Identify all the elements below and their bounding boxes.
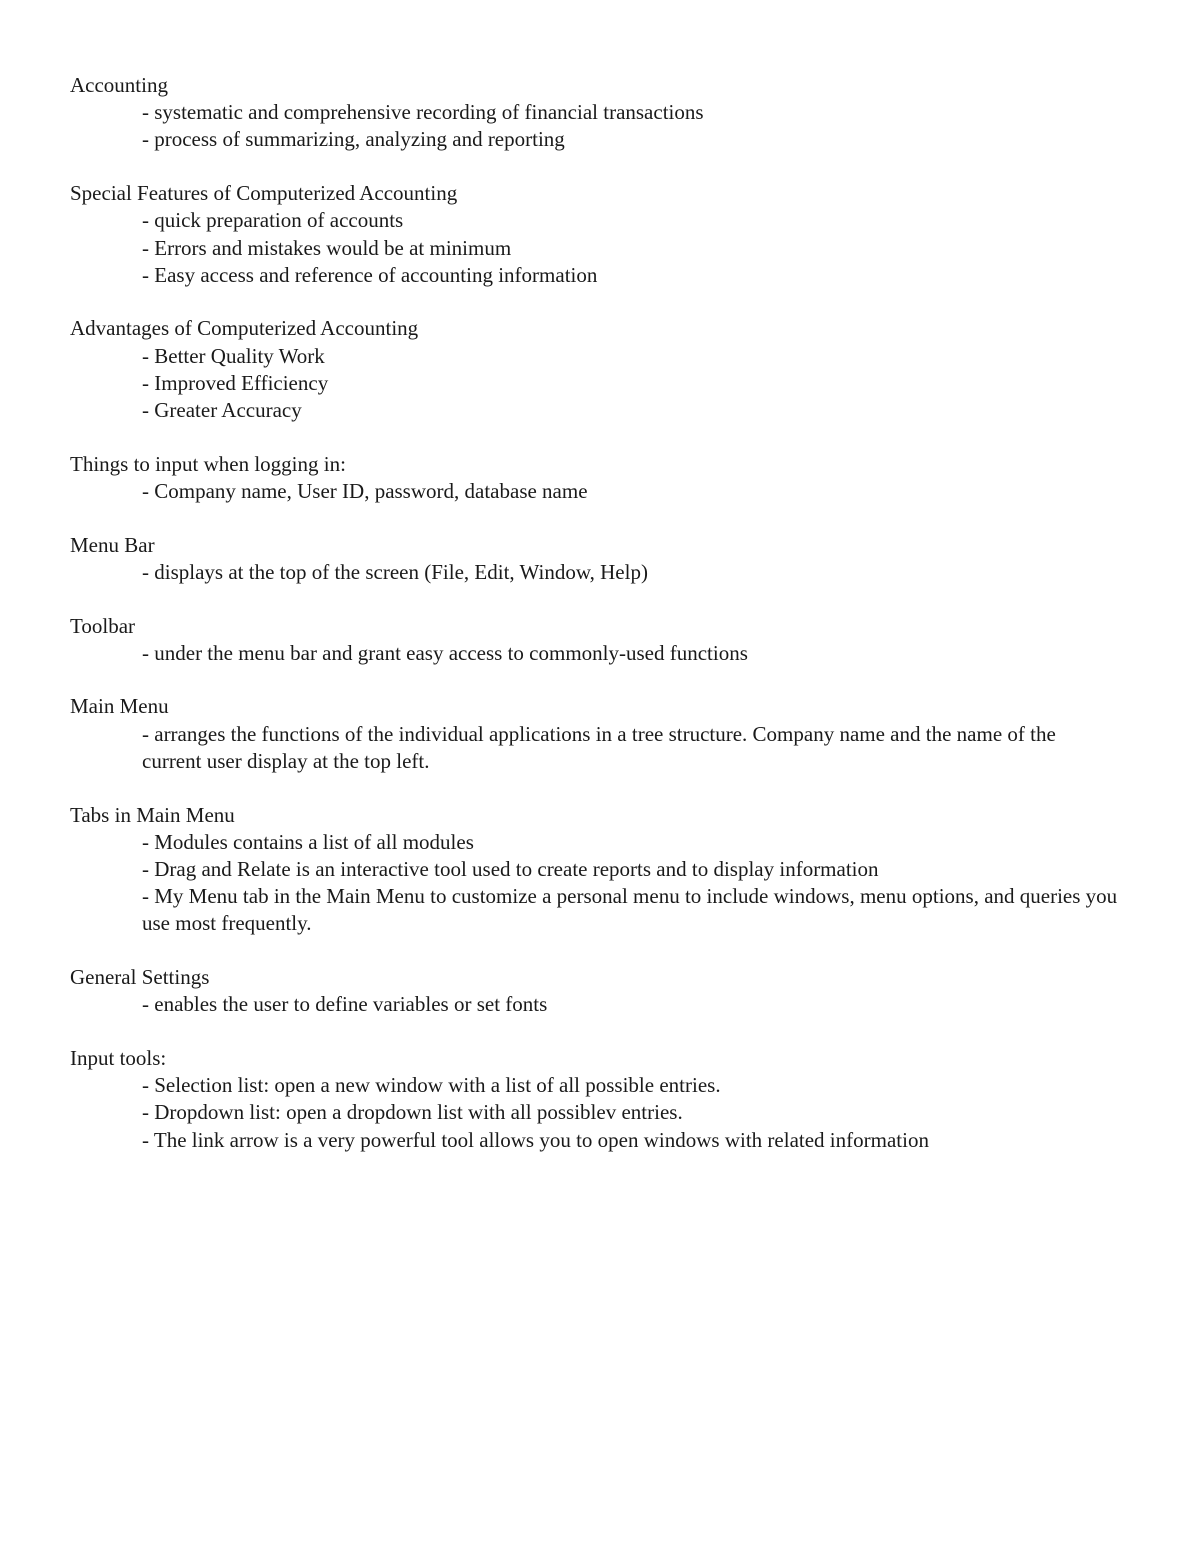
section-advantages bbox=[70, 315, 1130, 424]
bullet-item: - process of summarizing, analyzing and reporting bbox=[142, 127, 565, 152]
bullet-list bbox=[70, 99, 1130, 153]
bullet-list bbox=[70, 207, 1130, 289]
section-toolbar bbox=[70, 613, 1130, 667]
bullet-list bbox=[70, 559, 1130, 586]
section-general-settings bbox=[70, 964, 1130, 1018]
section-heading: Things to input when logging in: bbox=[70, 451, 346, 476]
document-page bbox=[70, 72, 1130, 1180]
bullet-list bbox=[70, 721, 1130, 775]
bullet-item: - Dropdown list: open a dropdown list with all possiblev entries. bbox=[142, 1100, 683, 1125]
bullet-item: - systematic and comprehensive recording of financial transactions bbox=[142, 100, 704, 125]
section-heading: Menu Bar bbox=[70, 532, 155, 557]
section-heading: Toolbar bbox=[70, 613, 136, 638]
bullet-list bbox=[70, 343, 1130, 425]
bullet-item: - displays at the top of the screen (File, Edit, Window, Help) bbox=[142, 559, 648, 584]
bullet-list bbox=[70, 991, 1130, 1018]
section-main-menu bbox=[70, 693, 1130, 775]
section-heading: Accounting bbox=[70, 73, 168, 97]
bullet-item: - Drag and Relate is an interactive tool used to create reports and to display information bbox=[142, 856, 879, 881]
bullet-list bbox=[70, 478, 1130, 505]
bullet-item: - quick preparation of accounts bbox=[142, 208, 404, 233]
bullet-item: - arranges the functions of the individual applications in a tree structure. Company name and the name of the current user display at the top left. bbox=[142, 721, 1072, 773]
section-heading: General Settings bbox=[70, 965, 210, 990]
bullet-list bbox=[70, 829, 1130, 938]
bullet-item: - Errors and mistakes would be at minimum bbox=[142, 235, 512, 260]
section-tabs-main-menu bbox=[70, 802, 1130, 938]
section-heading: Input tools: bbox=[70, 1045, 167, 1070]
bullet-item: - Selection list: open a new window with a list of all possible entries. bbox=[142, 1073, 721, 1098]
bullet-list bbox=[70, 640, 1130, 667]
section-heading: Advantages of Computerized Accounting bbox=[70, 316, 419, 341]
bullet-item: - enables the user to define variables or set fonts bbox=[142, 992, 548, 1017]
section-accounting bbox=[70, 72, 1130, 154]
section-heading: Tabs in Main Menu bbox=[70, 802, 235, 827]
bullet-item: - under the menu bar and grant easy access to commonly-used functions bbox=[142, 640, 748, 665]
section-input-tools bbox=[70, 1045, 1130, 1154]
bullet-item: - Modules contains a list of all modules bbox=[142, 829, 474, 854]
bullet-list bbox=[70, 1072, 1130, 1154]
section-special-features bbox=[70, 180, 1130, 289]
section-heading: Main Menu bbox=[70, 694, 169, 719]
section-heading: Special Features of Computerized Accounting bbox=[70, 181, 458, 206]
bullet-item: - Improved Efficiency bbox=[142, 370, 329, 395]
bullet-item: - Better Quality Work bbox=[142, 343, 325, 368]
bullet-item: - My Menu tab in the Main Menu to customize a personal menu to include windows, menu options, and queries you use most frequently. bbox=[142, 884, 1118, 936]
section-menu-bar bbox=[70, 532, 1130, 586]
bullet-item: - The link arrow is a very powerful tool allows you to open windows with related information bbox=[142, 1127, 929, 1152]
bullet-item: - Easy access and reference of accounting information bbox=[142, 262, 598, 287]
bullet-item: - Company name, User ID, password, database name bbox=[142, 478, 588, 503]
bullet-item: - Greater Accuracy bbox=[142, 398, 302, 423]
section-login-inputs bbox=[70, 451, 1130, 505]
